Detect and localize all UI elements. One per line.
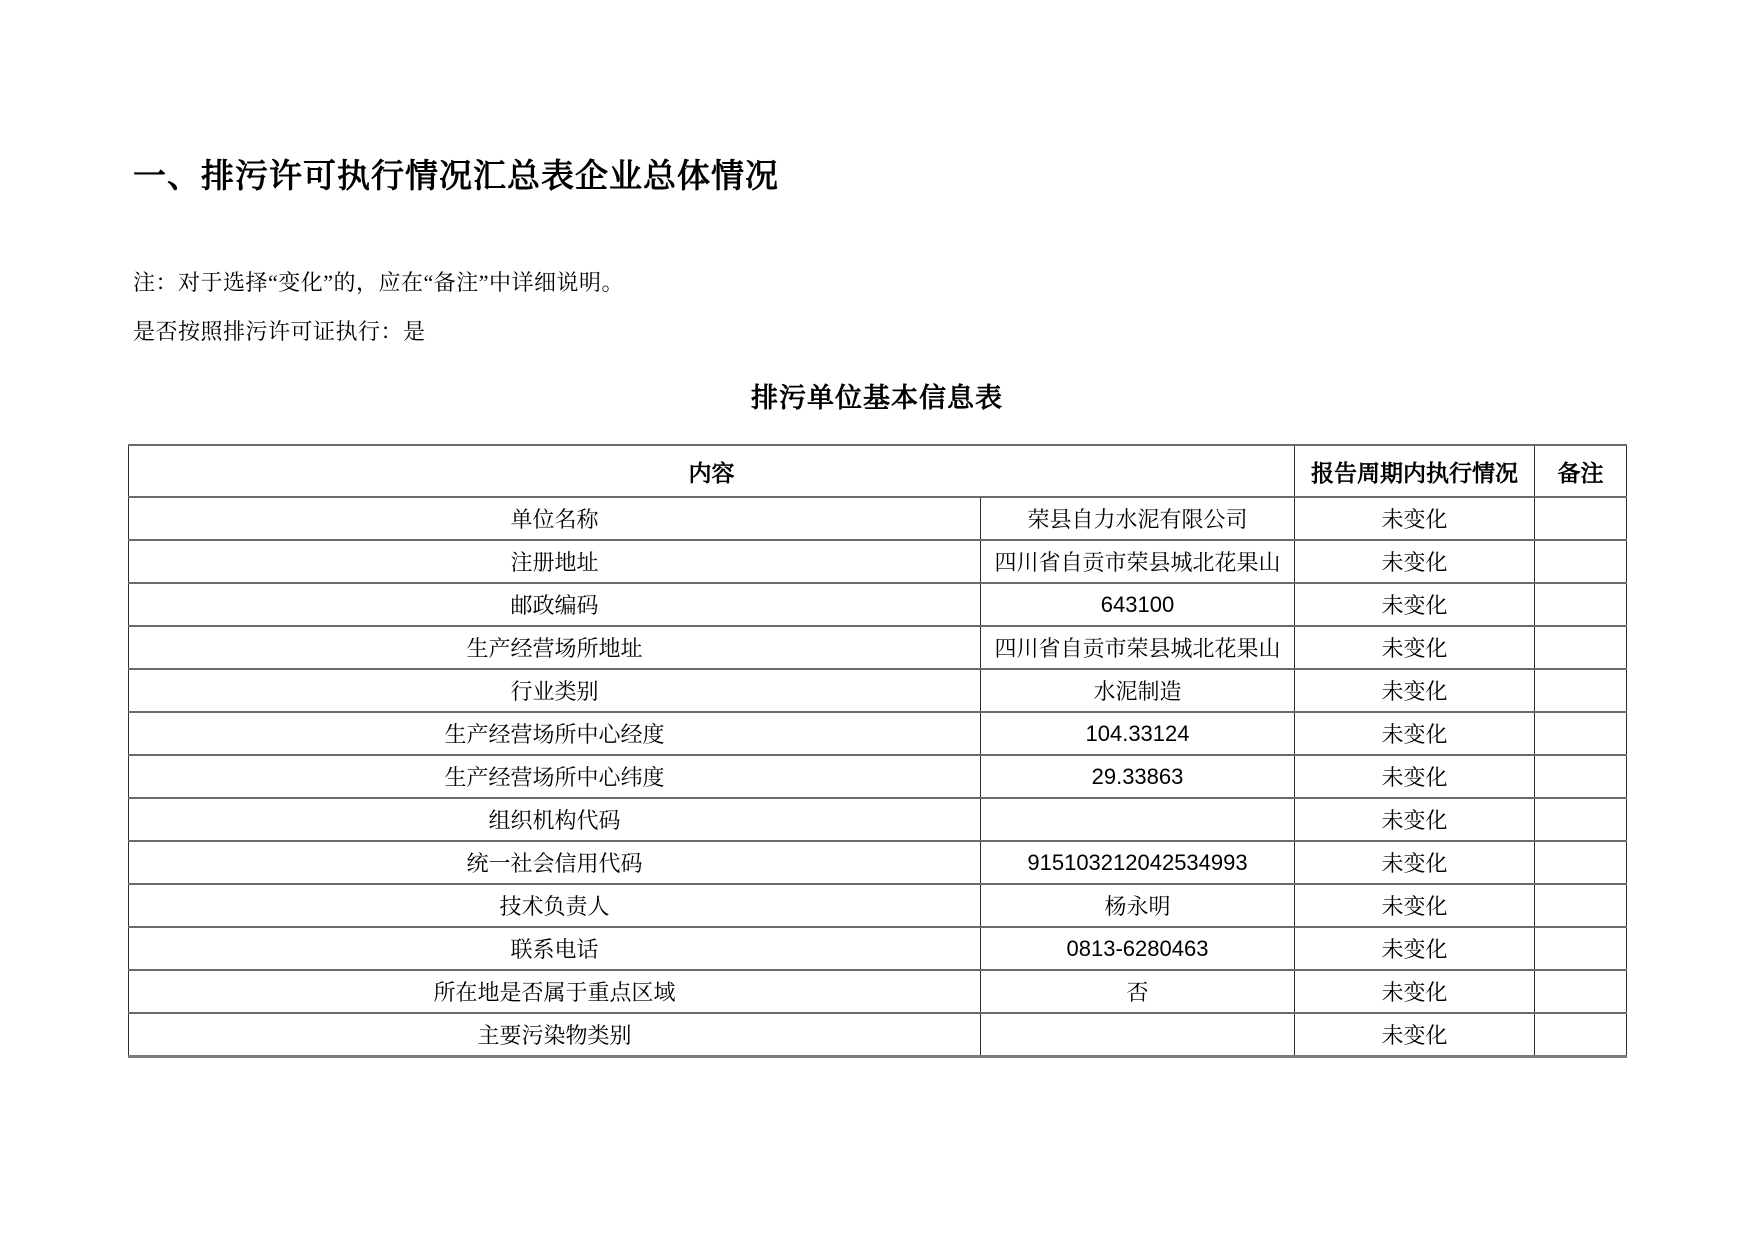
table-row <box>129 497 1627 540</box>
row-value-cell: 643100 <box>981 583 1295 626</box>
row-status-cell: 未变化 <box>1295 970 1535 1013</box>
table-title: 排污单位基本信息表 <box>751 383 1003 413</box>
row-label-cell: 联系电话 <box>129 927 981 970</box>
row-value-cell: 915103212042534993 <box>981 841 1295 884</box>
row-status-cell: 未变化 <box>1295 669 1535 712</box>
row-status-cell: 未变化 <box>1295 927 1535 970</box>
row-remark-cell <box>1535 583 1627 626</box>
row-status-cell: 未变化 <box>1295 1013 1535 1056</box>
row-remark-cell <box>1535 497 1627 540</box>
compliance-text: 是否按照排污许可证执行：是 <box>133 319 426 344</box>
header-status: 报告周期内执行情况 <box>1295 445 1535 497</box>
row-label-cell: 所在地是否属于重点区域 <box>129 970 981 1013</box>
row-status-cell: 未变化 <box>1295 841 1535 884</box>
table-row <box>129 1013 1627 1056</box>
row-label-cell: 邮政编码 <box>129 583 981 626</box>
header-remark: 备注 <box>1535 445 1627 497</box>
row-status-cell: 未变化 <box>1295 540 1535 583</box>
row-label-cell: 技术负责人 <box>129 884 981 927</box>
row-status-cell: 未变化 <box>1295 497 1535 540</box>
row-label-cell: 单位名称 <box>129 497 981 540</box>
row-remark-cell <box>1535 540 1627 583</box>
table-row <box>129 712 1627 755</box>
row-remark-cell <box>1535 841 1627 884</box>
table-row <box>129 798 1627 841</box>
table-row <box>129 583 1627 626</box>
row-label-cell: 组织机构代码 <box>129 798 981 841</box>
row-remark-cell <box>1535 970 1627 1013</box>
row-value-cell: 29.33863 <box>981 755 1295 798</box>
table-row <box>129 927 1627 970</box>
table-row <box>129 755 1627 798</box>
row-value-cell <box>981 798 1295 841</box>
row-value-cell: 四川省自贡市荣县城北花果山 <box>981 626 1295 669</box>
row-status-cell: 未变化 <box>1295 798 1535 841</box>
row-label-cell: 行业类别 <box>129 669 981 712</box>
row-value-cell: 0813-6280463 <box>981 927 1295 970</box>
row-remark-cell <box>1535 1013 1627 1056</box>
row-status-cell: 未变化 <box>1295 755 1535 798</box>
table-row <box>129 540 1627 583</box>
row-status-cell: 未变化 <box>1295 884 1535 927</box>
table-header-row <box>129 445 1627 497</box>
table-row <box>129 841 1627 884</box>
table-row <box>129 626 1627 669</box>
row-value-cell: 杨永明 <box>981 884 1295 927</box>
row-remark-cell <box>1535 927 1627 970</box>
row-label-cell: 统一社会信用代码 <box>129 841 981 884</box>
row-remark-cell <box>1535 755 1627 798</box>
row-label-cell: 生产经营场所中心经度 <box>129 712 981 755</box>
row-remark-cell <box>1535 798 1627 841</box>
document-heading <box>133 150 779 197</box>
row-status-cell: 未变化 <box>1295 712 1535 755</box>
row-value-cell: 104.33124 <box>981 712 1295 755</box>
row-label-cell: 生产经营场所地址 <box>129 626 981 669</box>
row-label-cell: 生产经营场所中心纬度 <box>129 755 981 798</box>
note-text: 注：对于选择“变化”的，应在“备注”中详细说明。 <box>133 270 625 295</box>
row-value-cell: 否 <box>981 970 1295 1013</box>
table-row <box>129 669 1627 712</box>
row-remark-cell <box>1535 712 1627 755</box>
row-status-cell: 未变化 <box>1295 626 1535 669</box>
row-value-cell <box>981 1013 1295 1056</box>
row-value-cell: 四川省自贡市荣县城北花果山 <box>981 540 1295 583</box>
row-label-cell: 主要污染物类别 <box>129 1013 981 1056</box>
row-value-cell: 水泥制造 <box>981 669 1295 712</box>
row-remark-cell <box>1535 626 1627 669</box>
heading-overall-part: 企业总体情况 <box>575 157 779 194</box>
basic-info-table <box>128 444 1627 1058</box>
row-label-cell: 注册地址 <box>129 540 981 583</box>
table-row <box>129 884 1627 927</box>
table-row <box>129 970 1627 1013</box>
header-content: 内容 <box>129 445 1295 497</box>
row-remark-cell <box>1535 884 1627 927</box>
row-value-cell: 荣县自力水泥有限公司 <box>981 497 1295 540</box>
row-status-cell: 未变化 <box>1295 583 1535 626</box>
row-remark-cell <box>1535 669 1627 712</box>
heading-summary-part: 一、排污许可执行情况汇总表 <box>133 157 575 194</box>
